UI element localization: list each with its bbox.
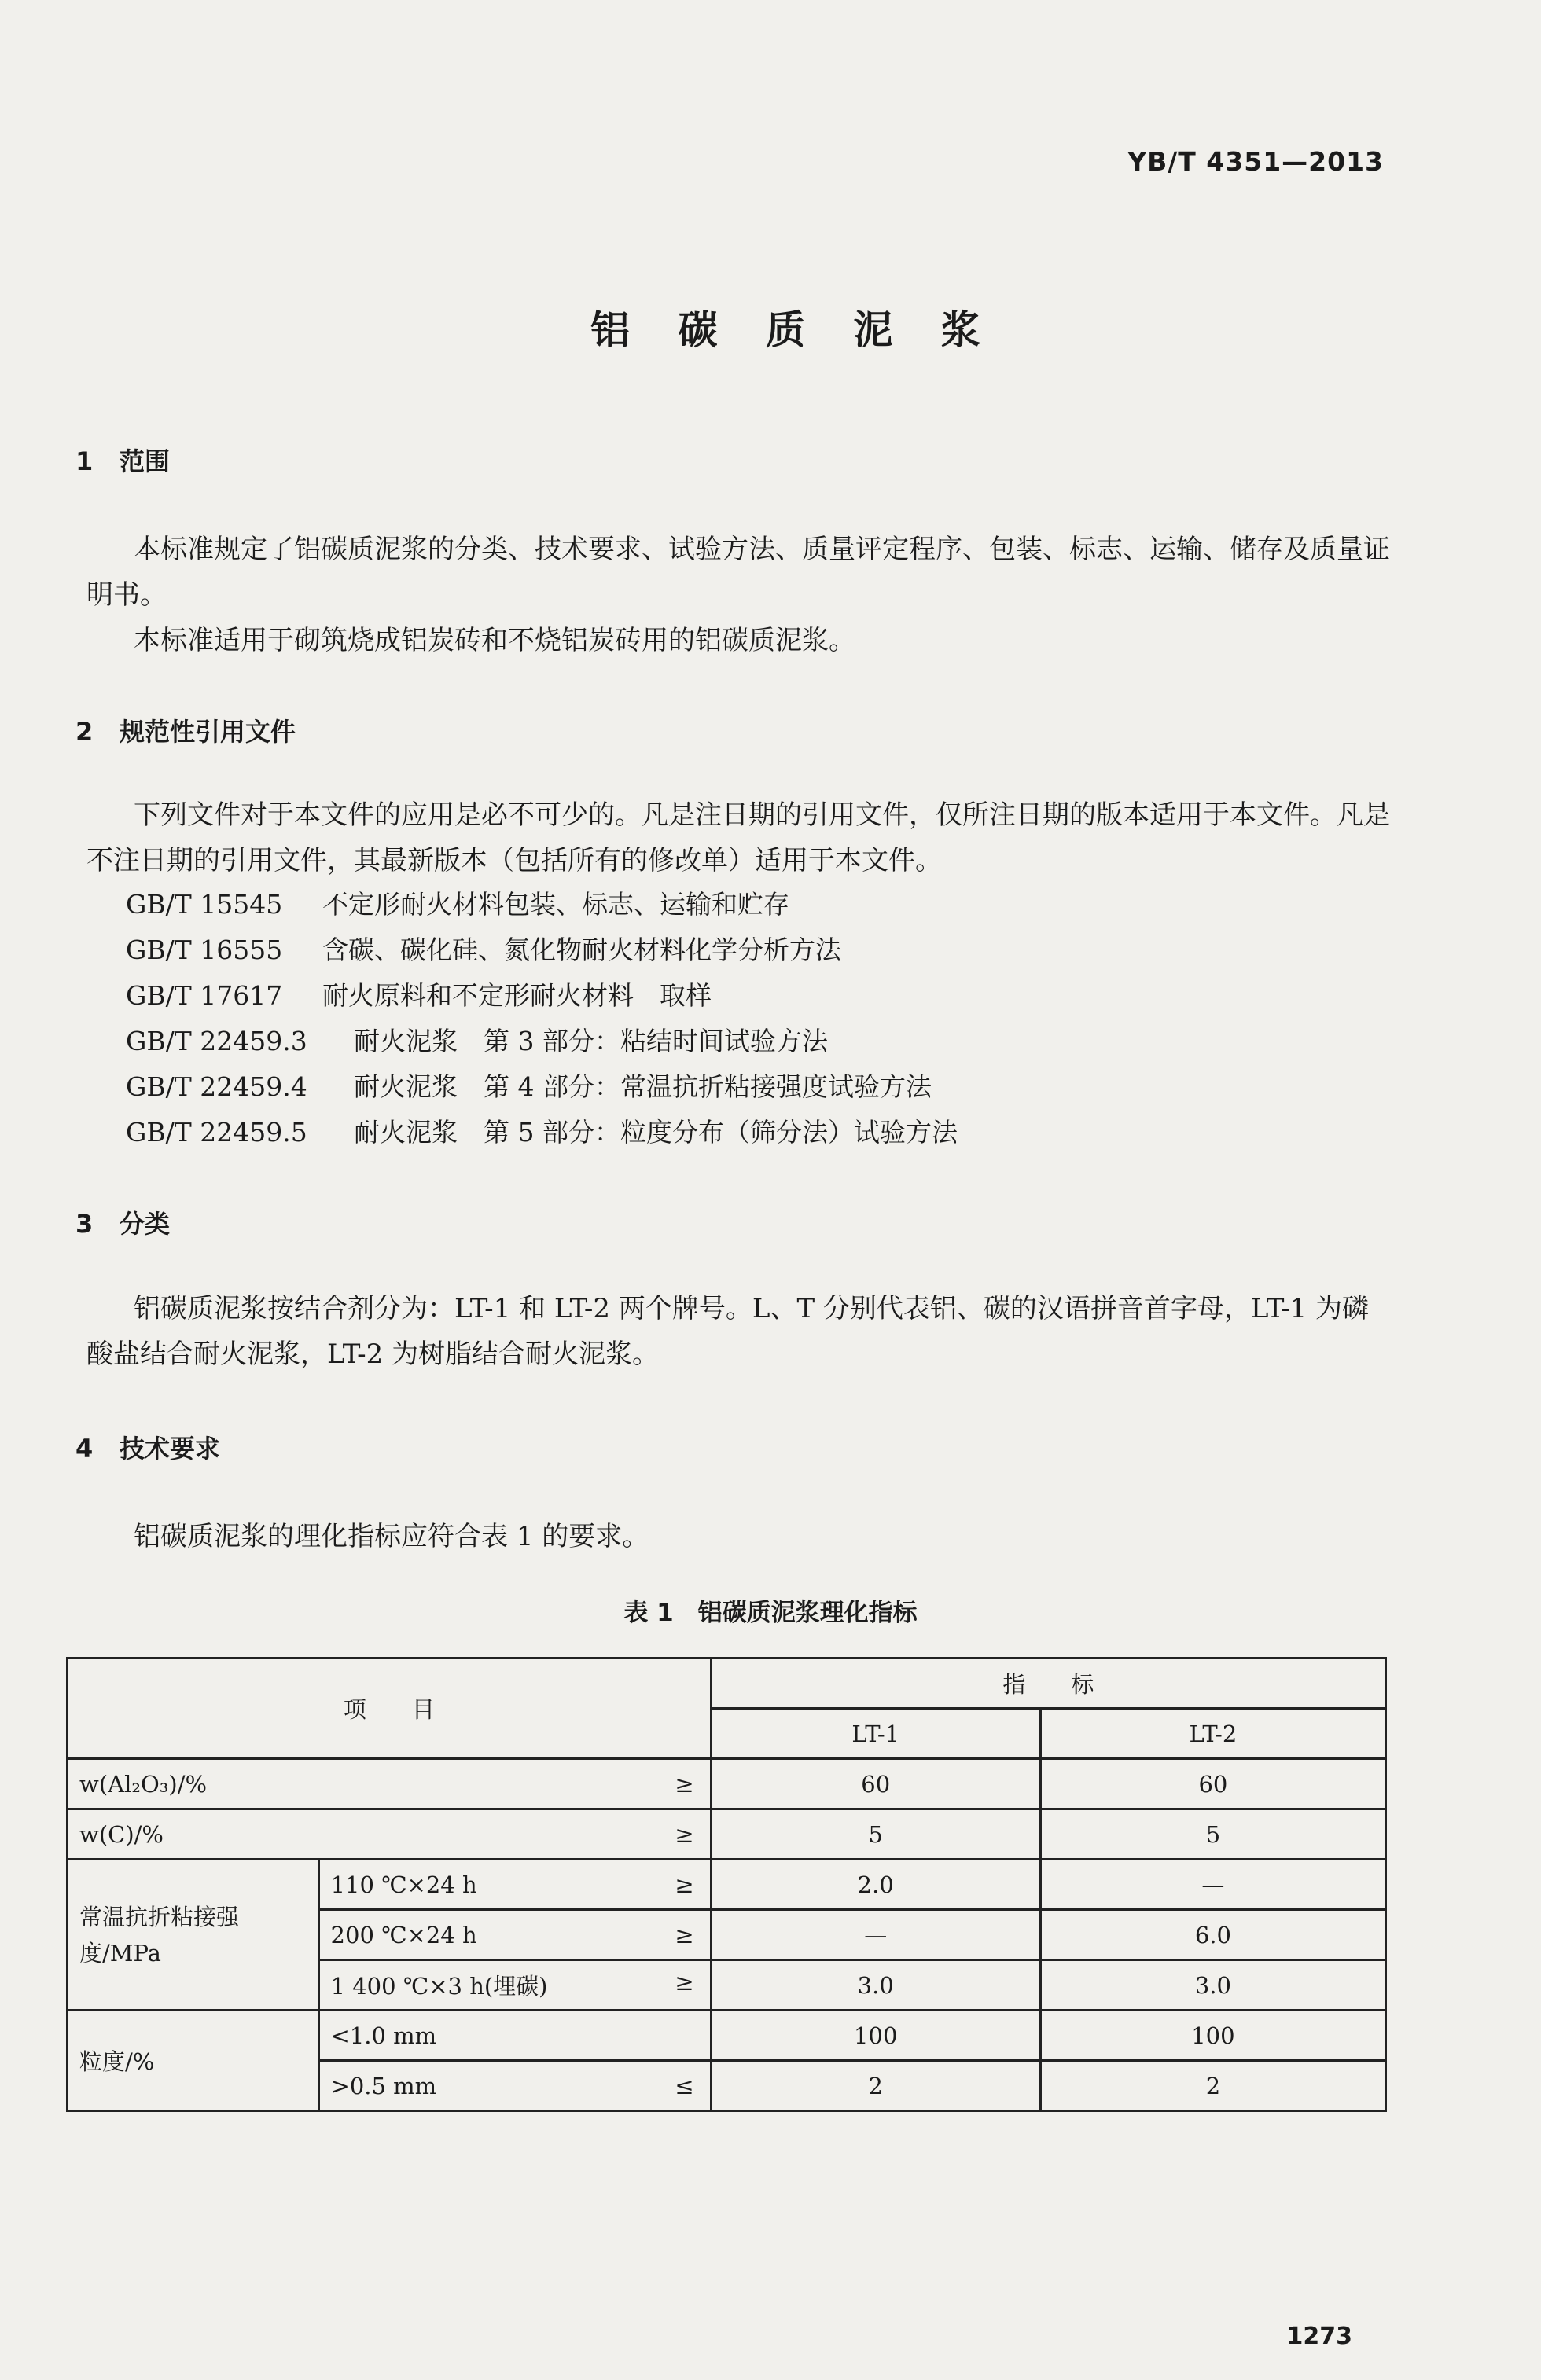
row-condition xyxy=(318,2011,711,2061)
section-title: 分类 xyxy=(120,1209,171,1239)
section-number: 1 xyxy=(75,446,94,476)
reference-title: 不定形耐火材料包装、标志、运输和贮存 xyxy=(322,889,789,920)
value-lt1: 2.0 xyxy=(711,1860,1040,1910)
value-lt2: — xyxy=(1040,1860,1385,1910)
header-grade-lt2: LT-2 xyxy=(1040,1709,1385,1759)
value-lt2: 100 xyxy=(1040,2011,1385,2061)
section-number: 2 xyxy=(75,717,94,747)
row-condition xyxy=(318,1960,711,2011)
value-lt2: 6.0 xyxy=(1040,1910,1385,1960)
row-condition xyxy=(318,1860,711,1910)
value-lt1: 3.0 xyxy=(711,1960,1040,2011)
comparison-operator: ≥ xyxy=(675,1921,694,1948)
table-row xyxy=(68,2011,1386,2061)
properties-table xyxy=(66,1657,1387,2112)
header-index: 指 标 xyxy=(711,1658,1385,1709)
reference-item xyxy=(126,973,958,1019)
table-caption: 表 1 铝碳质泥浆理化指标 xyxy=(623,1599,918,1627)
reference-item xyxy=(126,1064,958,1110)
reference-item xyxy=(126,1019,958,1064)
section-title: 范围 xyxy=(120,446,171,476)
condition-text: 1 400 ℃×3 h(埋碳) xyxy=(330,1973,548,2000)
row-group-label: 粒度/% xyxy=(68,2011,319,2111)
row-condition xyxy=(318,2061,711,2111)
section-3-heading xyxy=(75,1204,170,1240)
value-lt1: 2 xyxy=(711,2061,1040,2111)
section-3-paragraph-1: 铝碳质泥浆按结合剂分为：LT-1 和 LT-2 两个牌号。L、T 分别代表铝、碳的汉语拼音首字母，LT-1 为磷酸盐结合耐火泥浆，LT-2 为树脂结合耐火泥浆。 xyxy=(86,1293,1369,1370)
condition-text: 110 ℃×24 h xyxy=(330,1871,477,1898)
row-group-label: 常温抗折粘接强度/MPa xyxy=(68,1860,319,2011)
value-lt1: 100 xyxy=(711,2011,1040,2061)
section-2-heading xyxy=(75,712,296,748)
value-lt2: 5 xyxy=(1040,1809,1385,1860)
comparison-operator: ≥ xyxy=(675,1820,694,1848)
section-title: 规范性引用文件 xyxy=(120,717,296,747)
reference-code: GB/T 17617 xyxy=(126,980,283,1011)
reference-item xyxy=(126,882,958,927)
value-lt1: — xyxy=(711,1910,1040,1960)
row-condition xyxy=(318,1910,711,1960)
value-lt2: 2 xyxy=(1040,2061,1385,2111)
section-number: 4 xyxy=(75,1434,94,1464)
row-label xyxy=(68,1759,712,1809)
section-4-paragraph-1: 铝碳质泥浆的理化指标应符合表 1 的要求。 xyxy=(134,1521,649,1552)
reference-title: 耐火泥浆 第 4 部分：常温抗折粘接强度试验方法 xyxy=(354,1071,932,1102)
page-number: 1273 xyxy=(1286,2323,1352,2350)
header-item: 项 目 xyxy=(68,1658,712,1759)
section-title: 技术要求 xyxy=(120,1434,221,1464)
row-label xyxy=(68,1809,712,1860)
table-row xyxy=(68,1860,1386,1910)
reference-title: 耐火泥浆 第 3 部分：粘结时间试验方法 xyxy=(354,1026,828,1056)
table-row xyxy=(68,1759,1386,1809)
standard-code: YB/T 4351—2013 xyxy=(1127,146,1384,177)
comparison-operator: ≥ xyxy=(675,1969,694,1996)
comparison-operator: ≤ xyxy=(675,2072,694,2099)
value-lt1: 60 xyxy=(711,1759,1040,1809)
reference-code: GB/T 22459.3 xyxy=(126,1026,307,1056)
comparison-operator: ≥ xyxy=(675,1770,694,1798)
condition-text: >0.5 mm xyxy=(330,2072,437,2099)
reference-title: 含碳、碳化硅、氮化物耐火材料化学分析方法 xyxy=(322,935,841,965)
section-1-paragraph-2: 本标准适用于砌筑烧成铝炭砖和不烧铝炭砖用的铝碳质泥浆。 xyxy=(134,625,855,656)
reference-code: GB/T 15545 xyxy=(126,889,283,920)
section-2-paragraph-1: 下列文件对于本文件的应用是必不可少的。凡是注日期的引用文件，仅所注日期的版本适用于本文件。凡是不注日期的引用文件，其最新版本（包括所有的修改单）适用于本文件。 xyxy=(86,799,1390,876)
value-lt2: 3.0 xyxy=(1040,1960,1385,2011)
reference-item xyxy=(126,927,958,973)
document-title: 铝 碳 质 泥 浆 xyxy=(590,307,998,353)
section-4-heading xyxy=(75,1429,220,1465)
property-name: w(Al₂O₃)/% xyxy=(79,1770,208,1798)
condition-text: <1.0 mm xyxy=(330,2022,437,2049)
value-lt1: 5 xyxy=(711,1809,1040,1860)
reference-code: GB/T 16555 xyxy=(126,935,283,965)
value-lt2: 60 xyxy=(1040,1759,1385,1809)
header-grade-lt1: LT-1 xyxy=(711,1709,1040,1759)
property-name: w(C)/% xyxy=(79,1820,164,1848)
table-row xyxy=(68,1809,1386,1860)
reference-item xyxy=(126,1110,958,1155)
reference-title: 耐火原料和不定形耐火材料 取样 xyxy=(322,980,712,1011)
section-number: 3 xyxy=(75,1209,94,1239)
reference-title: 耐火泥浆 第 5 部分：粒度分布（筛分法）试验方法 xyxy=(354,1117,958,1148)
normative-references-list xyxy=(126,882,958,1155)
section-1-paragraph-1: 本标准规定了铝碳质泥浆的分类、技术要求、试验方法、质量评定程序、包装、标志、运输、储存及质量证明书。 xyxy=(86,534,1390,611)
condition-text: 200 ℃×24 h xyxy=(330,1921,477,1948)
section-1-heading xyxy=(75,442,170,478)
table-header-row xyxy=(68,1658,1386,1709)
reference-code: GB/T 22459.5 xyxy=(126,1117,307,1148)
comparison-operator: ≥ xyxy=(675,1871,694,1898)
reference-code: GB/T 22459.4 xyxy=(126,1071,307,1102)
